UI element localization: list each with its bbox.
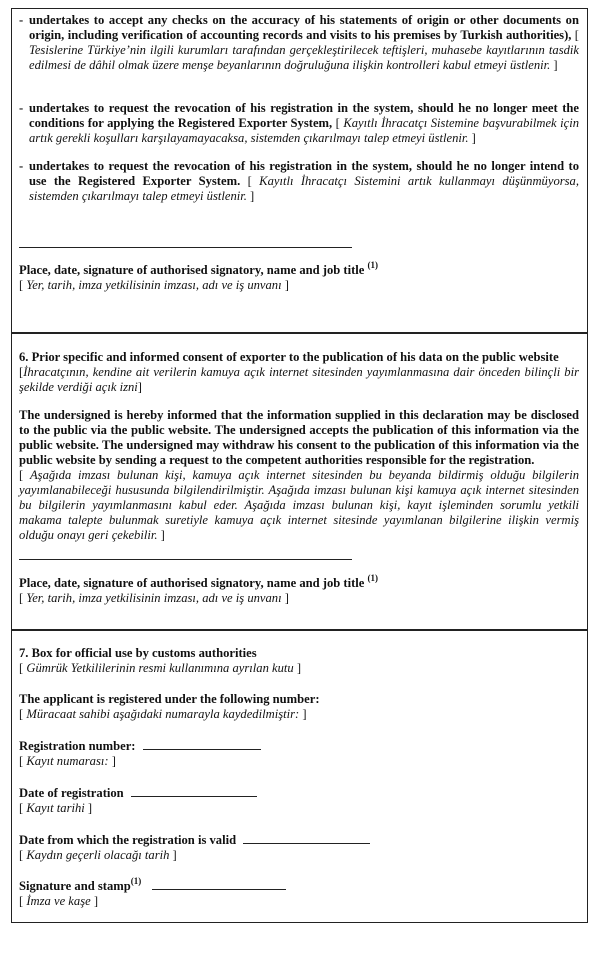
- signature-label-2-translation: Yer, tarih, imza yetkilisinin imzası, adı ve iş unvanı: [26, 591, 282, 605]
- section-6-title: 6. Prior specific and informed consent of exporter to the publication of his data on the public website: [19, 350, 559, 364]
- signature-label-1: Place, date, signature of authorised signatory, name and job title: [19, 263, 365, 277]
- signature-stamp-field: Signature and stamp$^{(1)}$ [ İmza ve kaşe ]: [19, 879, 579, 909]
- registered-number-translation: Müracaat sahibi aşağıdaki numarayla kaydedilmiştir:: [26, 707, 300, 721]
- undertaking-revocation-intent: - undertakes to request the revocation of his registration in the system, should he no longer intend to use the Registered Exporter System. [ Kayıtlı İhracatçı Sistemini artık kullanmayı düşünmüyorsa, sistemden çıkarılmayı talep etmeyi üstlenir. ]: [19, 159, 579, 203]
- signature-block-2: Place, date, signature of authorised signatory, name and job title $^{(1)}$ [ Yer, tarih, imza yetkilisinin imzası, adı ve iş unvanı ]: [19, 572, 379, 605]
- registration-number-label: Registration number:: [19, 739, 136, 753]
- signature-block-1: Place, date, signature of authorised signatory, name and job title $^{(1)}$ [ Yer, tarih, imza yetkilisinin imzası, adı ve iş unvanı ]: [19, 259, 379, 292]
- valid-from-field: Date from which the registration is valid [ Kaydın geçerli olacağı tarih ]: [19, 833, 579, 863]
- bullet-dash: -: [19, 13, 24, 27]
- undertaking-revocation-intent-translation: Kayıtlı İhracatçı Sistemini artık kullanmayı düşünmüyorsa, sistemden çıkarılmayı talep etmeyi üstlenir.: [29, 174, 579, 203]
- footnote-marker: (1): [130, 875, 142, 886]
- section-6-heading: 6. Prior specific and informed consent of exporter to the publication of his data on the public website [İhracatçının, kendine ait verilerin kamuya açık internet sitesinden yayımlanmasına dair önceden bilinçli bir şekilde verdiği açık izni]: [19, 350, 579, 394]
- date-of-registration-field: Date of registration [ Kayıt tarihi ]: [19, 786, 579, 816]
- registration-number-field: Registration number: [ Kayıt numarası: ]: [19, 739, 579, 769]
- footnote-marker: (1): [367, 259, 379, 270]
- section-divider: [12, 332, 587, 334]
- section-6-body-translation: Aşağıda imzası bulunan kişi, kamuya açık internet sitesinden bu beyanda bildirmiş olduğu bilgilerin yayımlanabileceği hususunda bilgilendirilmiştir. Aşağıda imzası bulunan kişi kamuya açık internet sitesinden bu bilgilerin yayımlanmasını kabul eder. Aşağıda imzası bulunan kişi, kayıt işleminden sorumlu yetkili makama talepte bulunmak suretiyle kamuya açık internet sitesinde yayımlanan bilgilerine ilişkin vermiş olduğu onayı geri çekebilir.: [19, 468, 579, 542]
- signature-stamp-label: Signature and stamp: [19, 879, 131, 893]
- undertaking-revocation-conditions-translation: Kayıtlı İhracatçı Sistemine başvurabilmek için artık gerekli koşulları karşılayamayacaksa, sistemden çıkarılmayı talep etmeyi üstlenir.: [29, 116, 579, 145]
- section-7-title: 7. Box for official use by customs authorities: [19, 646, 257, 660]
- undertaking-revocation-conditions-text: undertakes to request the revocation of his registration in the system, should he no longer meet the conditions for applying the Registered Exporter System,: [29, 101, 579, 130]
- footnote-marker: (1): [367, 572, 379, 583]
- signature-stamp-input[interactable]: [152, 889, 286, 890]
- registered-number-text: The applicant is registered under the following number:: [19, 692, 320, 706]
- date-of-registration-label: Date of registration: [19, 786, 124, 800]
- undertaking-checks: - undertakes to accept any checks on the accuracy of his statements of origin or other documents on origin, including verification of accounting records and visits to his premises by Turkish authorities), [ Tesislerine Türkiye’nin ilgili kurumları tarafından gerçekleştirilecek teftişleri, muhasebe kayıtlarının tasdik edilmesi de dâhil olmak üzere menşe beyanlarının doğruluğuna ilişkin kontrolleri kabul etmeyi üstlenir. ]: [19, 13, 579, 72]
- registration-form: [11, 8, 588, 923]
- signature-stamp-translation: İmza ve kaşe: [26, 894, 91, 908]
- undertaking-revocation-intent-text: undertakes to request the revocation of his registration in the system, should he no longer intend to use the Registered Exporter System.: [29, 159, 579, 188]
- registered-number-statement: The applicant is registered under the following number: [ Müracaat sahibi aşağıdaki numarayla kaydedilmiştir: ]: [19, 692, 320, 721]
- section-6-consent-text: The undersigned is hereby informed that the information supplied in this declaration may be disclosed to the public via the public website. The undersigned accepts the publication of this information via the public website. The undersigned may withdraw his consent to the publication of this information via the public website by sending a request to the competent authorities responsible for the registration. [ Aşağıda imzası bulunan kişi, kamuya açık internet sitesinden bu beyanda bildirmiş olduğu bilgilerin yayımlanabileceği hususunda bilgilendirilmiştir. Aşağıda imzası bulunan kişi kamuya açık internet sitesinden bu bilgilerin yayımlanmasını kabul eder. Aşağıda imzası bulunan kişi, kayıt işleminden sorumlu yetkili makama talepte bulunmak suretiyle kamuya açık internet sitesinde yayımlanan bilgilerine ilişkin vermiş olduğu onayı geri çekebilir. ]: [19, 408, 579, 542]
- date-of-registration-input[interactable]: [131, 796, 257, 797]
- valid-from-input[interactable]: [243, 843, 370, 844]
- registration-number-translation: Kayıt numarası:: [26, 754, 109, 768]
- valid-from-label: Date from which the registration is valid: [19, 833, 237, 847]
- date-of-registration-translation: Kayıt tarihi: [26, 801, 85, 815]
- signature-line-1[interactable]: [19, 247, 352, 248]
- valid-from-translation: Kaydın geçerli olacağı tarih: [26, 848, 170, 862]
- undertaking-revocation-conditions: - undertakes to request the revocation of his registration in the system, should he no longer meet the conditions for applying the Registered Exporter System, [ Kayıtlı İhracatçı Sistemine başvurabilmek için artık gerekli koşulları karşılayamayacaksa, sistemden çıkarılmayı talep etmeyi üstlenir. ]: [19, 101, 579, 145]
- section-divider: [12, 629, 587, 631]
- section-6-body: The undersigned is hereby informed that the information supplied in this declaration may be disclosed to the public via the public website. The undersigned accepts the publication of this information via the public website. The undersigned may withdraw his consent to the publication of this information via the public website by sending a request to the competent authorities responsible for the registration.: [19, 408, 579, 467]
- section-7-title-translation: Gümrük Yetkililerinin resmi kullanımına ayrılan kutu: [26, 661, 294, 675]
- section-7-heading: 7. Box for official use by customs authorities [ Gümrük Yetkililerinin resmi kullanımına ayrılan kutu ]: [19, 646, 302, 675]
- bullet-dash: -: [19, 159, 24, 173]
- signature-label-1-translation: Yer, tarih, imza yetkilisinin imzası, adı ve iş unvanı: [26, 278, 282, 292]
- signature-line-2[interactable]: [19, 559, 352, 560]
- section-6-title-translation: İhracatçının, kendine ait verilerin kamuya açık internet sitesinden yayımlanmasına dair önceden bilinçli bir şekilde verdiği açık izni: [19, 365, 579, 394]
- undertaking-checks-translation: Tesislerine Türkiye’nin ilgili kurumları tarafından gerçekleştirilecek teftişleri, muhasebe kayıtlarının tasdik edilmesi de dâhil olmak üzere menşe beyanlarının doğruluğuna ilişkin kontrolleri kabul etmeyi üstlenir.: [29, 43, 579, 72]
- undertaking-checks-text: undertakes to accept any checks on the accuracy of his statements of origin or other documents on origin, including verification of accounting records and visits to his premises by Turkish authorities),: [29, 13, 579, 42]
- signature-label-2: Place, date, signature of authorised signatory, name and job title: [19, 576, 365, 590]
- bullet-dash: -: [19, 101, 24, 115]
- registration-number-input[interactable]: [143, 749, 261, 750]
